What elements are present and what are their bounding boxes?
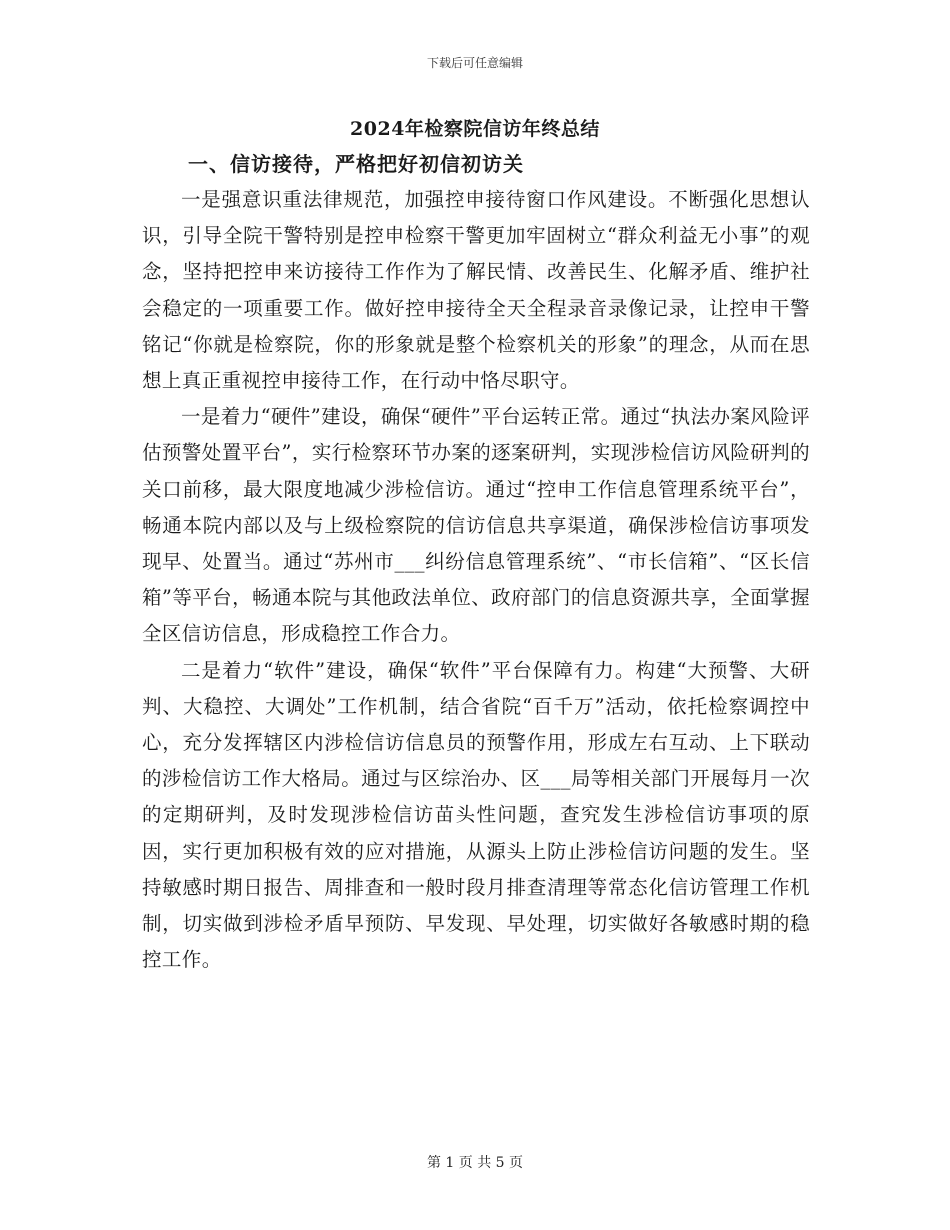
paragraph: 一是强意识重法律规范，加强控申接待窗口作风建设。不断强化思想认识，引导全院干警特别是控申检察干警更加牢固树立“群众利益无小事”的观念，坚持把控申来访接待工作作为了解民情、改善民生、化解矛盾、维护社会稳定的一项重要工作。做好控申接待全天全程录音录像记录，让控申干警铭记“你就是检察院，你的形象就是整个检察机关的形象”的理念，从而在思想上真正重视控申接待工作，在行动中恪尽职守。 (142, 188, 810, 393)
section-heading: 一、信访接待，严格把好初信初访关 (188, 152, 524, 176)
document-title: 2024年检察院信访年终总结 (350, 118, 600, 140)
document-body (142, 182, 810, 978)
paragraph: 一是着力“硬件”建设，确保“硬件”平台运转正常。通过“执法办案风险评估预警处置平台”，实行检察环节办案的逐案研判，实现涉检信访风险研判的关口前移，最大限度地减少涉检信访。通过“控申工作信息管理系统平台”，畅通本院内部以及与上级检察院的信访信息共享渠道，确保涉检信访事项发现早、处置当。通过“苏州市___纠纷信息管理系统”、“市长信箱”、“区长信箱”等平台，畅通本院与其他政法单位、政府部门的信息资源共享，全面掌握全区信访信息，形成稳控工作合力。 (142, 405, 810, 646)
page-indicator: 第 1 页 共 5 页 (426, 1155, 524, 1171)
header-note: 下载后可任意编辑 (426, 56, 523, 70)
paragraph: 二是着力“软件”建设，确保“软件”平台保障有力。构建“大预警、大研判、大稳控、大调处”工作机制，结合省院“百千万”活动，依托检察调控中心，充分发挥辖区内涉检信访信息员的预警作用，形成左右互动、上下联动的涉检信访工作大格局。通过与区综治办、区___局等相关部门开展每月一次的定期研判，及时发现涉检信访苗头性问题，查究发生涉检信访事项的原因，实行更加积极有效的应对措施，从源头上防止涉检信访问题的发生。坚持敏感时期日报告、周排查和一般时段月排查清理等常态化信访管理工作机制，切实做到涉检矛盾早预防、早发现、早处理，切实做好各敏感时期的稳控工作。 (142, 658, 810, 972)
